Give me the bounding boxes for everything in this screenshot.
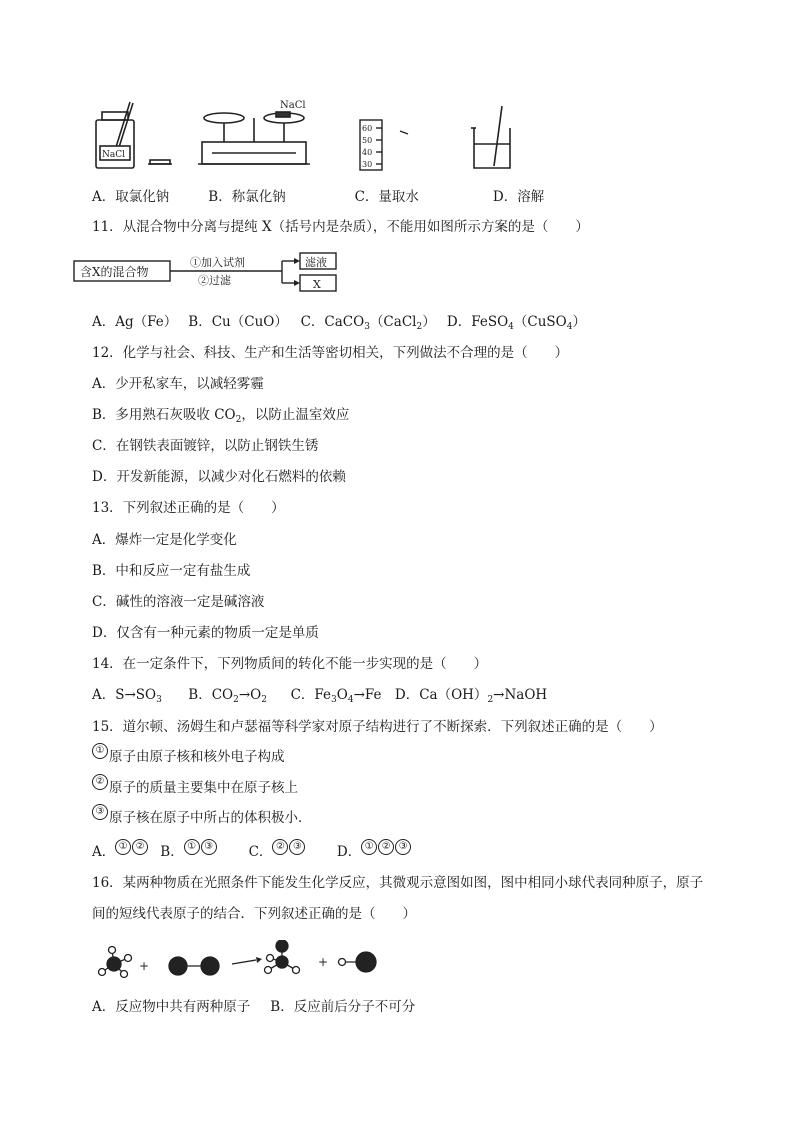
q15-statement-2: ② 原子的质量主要集中在原子核上 [92,779,298,797]
q13-option-b[interactable]: B．中和反应一定有盐生成 [92,563,251,579]
q11-stem: 11．从混合物中分离与提纯 X（括号内是杂质），不能用如图所示方案的是（ ） [92,219,589,235]
beaker-icon [471,106,510,168]
q10-option-c[interactable]: C．量取水 [354,189,419,205]
q11-option-b[interactable]: B．Cu（CuO） [188,314,288,330]
q11-option-a[interactable]: A．Ag（Fe） [92,314,178,330]
q10-apparatus-figure [90,98,530,176]
q14-options [92,686,547,704]
plus-sign-1: + [139,959,150,973]
q13-option-d[interactable]: D．仅含有一种元素的物质一定是单质 [92,625,319,641]
mixture-label: 含X的混合物 [80,265,149,279]
q15-option-d[interactable]: D． ① ② ③ [337,843,412,861]
q13-option-c[interactable]: C．碱性的溶液一定是碱溶液 [92,594,265,610]
cylinder-tick-60: 60 [362,124,373,133]
q14-stem: 14．在一定条件下，下列物质间的转化不能一步实现的是（ ） [92,656,488,672]
q10-option-b[interactable]: B．称氯化钠 [208,189,286,205]
q16-options [92,998,415,1016]
q11-option-d[interactable]: D．FeSO$_4$（CuSO$_4$） [446,314,586,332]
q10-option-d[interactable]: D．溶解 [492,189,545,205]
q11-options [92,313,586,331]
reactant-molecule-1 [99,947,132,978]
filtrate-label: 滤液 [305,256,327,269]
q14-option-c[interactable]: C．$Fe_3O_4\to Fe$ [290,687,382,705]
reactant-molecule-2 [169,957,219,975]
q15-option-c[interactable]: C． ② ③ [249,843,333,861]
q13-option-a[interactable]: A．爆炸一定是化学变化 [92,532,237,548]
q16-molecule-diagram [92,940,392,984]
q16-stem-line-2: 间的短线代表原子的结合．下列叙述正确的是（ ） [92,906,416,922]
q15-option-b[interactable]: B． ① ③ [160,843,244,861]
balance-icon [198,112,310,164]
bottle-label: NaCl [102,150,126,160]
q11-flow-diagram [72,251,372,295]
q16-option-b[interactable]: B．反应前后分子不可分 [270,999,416,1015]
q12-option-c[interactable]: C．在钢铁表面镀锌，以防止钢铁生锈 [92,438,319,454]
q11-option-c[interactable]: C．CaCO$_3$（CaCl$_2$） [300,314,436,332]
q12-option-d[interactable]: D．开发新能源，以减少对化石燃料的依赖 [92,469,346,485]
q15-statement-3: ③ 原子核在原子中所占的体积极小． [92,809,312,827]
product-molecule-2 [339,952,377,972]
q13-stem: 13．下列叙述正确的是（ ） [92,500,285,516]
q16-stem-line-1: 16．某两种物质在光照条件下能发生化学反应，其微观示意图如图，图中相同小球代表同种原子，原子 [92,875,704,891]
cylinder-tick-40: 40 [362,148,373,157]
q14-option-d[interactable]: D．$Ca(OH)_2\to NaOH$ [394,687,548,705]
q16-option-a[interactable]: A．反应物中共有两种原子 [92,999,251,1015]
x-label: X [313,278,321,291]
q10-options [92,188,544,206]
q14-option-b[interactable]: B．$CO_2\to O_2$ [188,687,267,705]
reaction-arrow-icon [232,957,262,964]
step1-label: ①加入试剂 [190,256,245,269]
q12-option-a[interactable]: A．少开私家车，以减轻雾霾 [92,376,264,392]
q12-option-b[interactable]: B．多用熟石灰吸收 $CO_2$，以防止温室效应 [92,407,350,425]
balance-label: NaCl [280,100,306,111]
plus-sign-2: + [318,955,329,969]
q15-statement-1: ① 原子由原子核和核外电子构成 [92,748,285,766]
cylinder-tick-30: 30 [362,160,373,169]
product-molecule-1 [265,940,300,974]
cylinder-tick-50: 50 [362,136,373,145]
q10-option-a[interactable]: A．取氯化钠 [92,189,170,205]
q12-stem: 12．化学与社会、科技、生产和生活等密切相关，下列做法不合理的是（ ） [92,345,569,361]
q15-options [92,843,412,861]
step2-label: ②过滤 [198,274,231,287]
q14-option-a[interactable]: A．$S\to SO_3$ [92,687,162,705]
q15-option-a[interactable]: A． ① ② [92,843,156,861]
q15-stem: 15．道尔顿、汤姆生和卢瑟福等科学家对原子结构进行了不断探索．下列叙述正确的是（ ） [92,719,663,735]
